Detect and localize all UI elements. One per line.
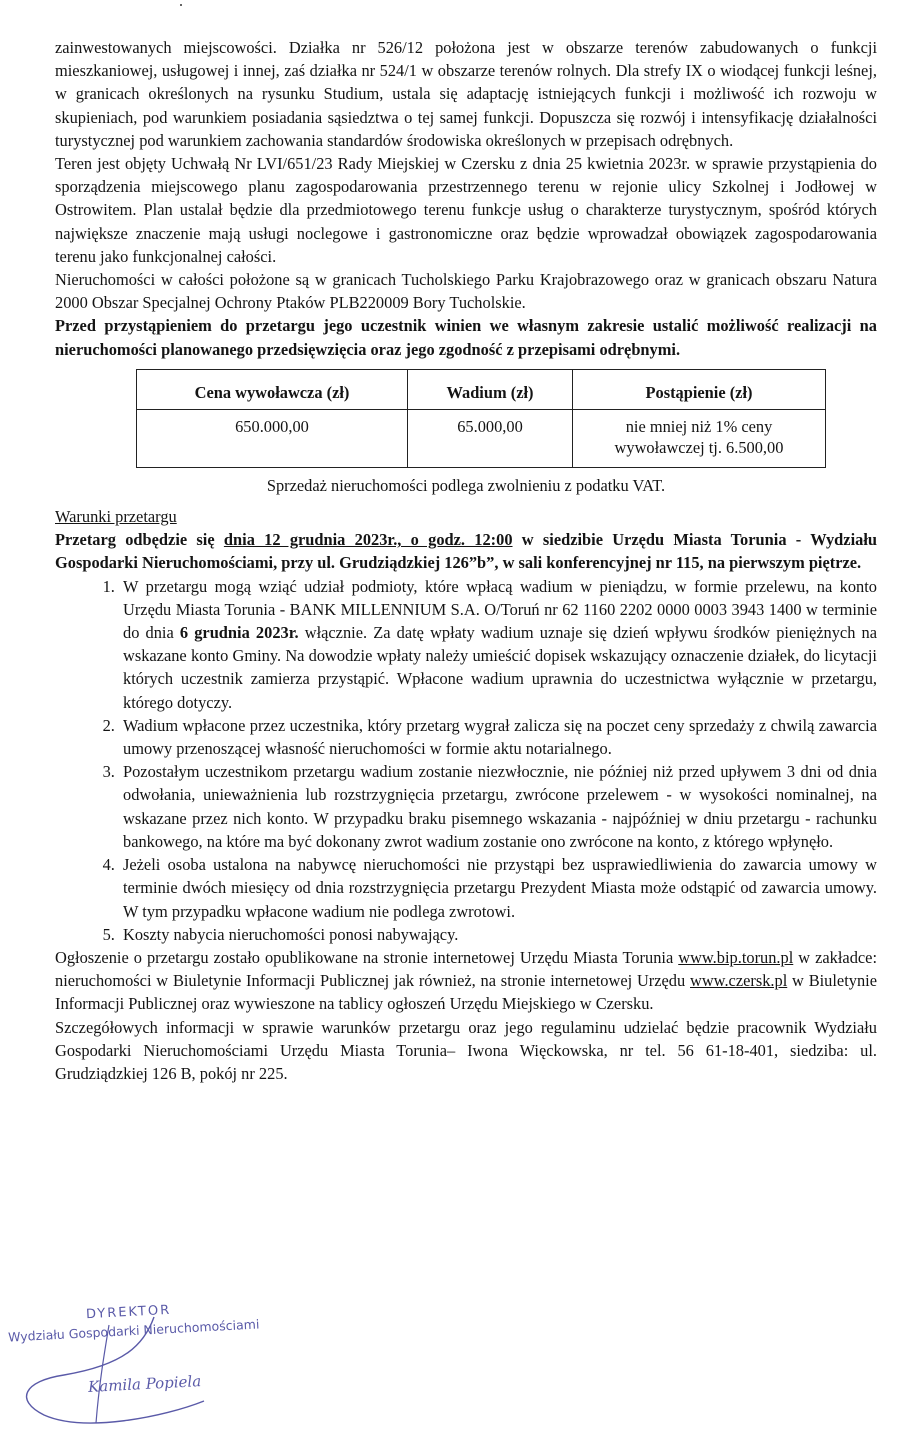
list-item — [119, 575, 877, 714]
announcement-text-c: w Biuletynie Informacji Publicznej oraz wywieszone na tablicy ogłoszeń Urzędu Miejskiego w Czersku. — [55, 971, 877, 1014]
conditions-list — [55, 575, 877, 946]
paragraph-resolution: Teren jest objęty Uchwałą Nr LVI/651/23 Rady Miejskiej w Czersku z dnia 25 kwietnia 2023r. w sprawie przystąpienia do sporządzenia miejscowego planu zagospodarowania przestrzennego terenu w rejonie ulicy Szkolnej i Jodłowej w Ostrowitem. Plan ustalał będzie dla przedmiotowego terenu funkcje usług o charakterze turystycznym, spośród których największe znaczenie mają usługi noclegowe i gastronomiczne oraz będzie wprowadzał obowiązek zagospodarowania terenu jako funkcjonalnej całości. — [55, 154, 877, 266]
deposit-deadline: 6 grudnia 2023r. — [179, 623, 299, 643]
conditions-intro — [55, 528, 877, 574]
auction-date: dnia 12 grudnia 2023r., o godz. 12:00 — [223, 530, 513, 550]
announcement-text-a: Ogłoszenie o przetargu zostało opublikowane na stronie internetowej Urzędu Miasta Torunia — [55, 947, 679, 967]
paragraph-bidder-notice: Przed przystąpieniem do przetargu jego uczestnik winien we własnym zakresie ustalić możliwość realizacji na nieruchomości planowanego przedsięwzięcia oraz jego zgodność z przepisami odrębnymi. — [55, 316, 877, 359]
item1-text-a: W przetargu mogą wziąć udział podmioty, które wpłacą wadium w pieniądzu, w formie przelewu, na konto Urzędu Miasta Torunia - BANK MILLENNIUM S.A. O/Toruń nr 62 1160 2202 0000 0003 3943 1400 w terminie do dnia — [123, 576, 877, 643]
link-czersk[interactable]: www.czersk.pl — [690, 971, 788, 991]
table-row — [137, 409, 826, 467]
stamp-title: DYREKTOR — [85, 1302, 172, 1323]
header-deposit: Wadium (zł) — [408, 369, 573, 409]
speck — [180, 4, 182, 6]
list-item: 2. Wadium wpłacone przez uczestnika, który przetarg wygrał zalicza się na poczet ceny sprzedaży z chwilą zawarcia umowy przenoszącej własność nieruchomości w formie aktu notarialnego. — [119, 714, 877, 760]
header-increment: Postąpienie (zł) — [573, 369, 826, 409]
announcement-text-b: w zakładce: nieruchomości w Biuletynie Informacji Publicznej jak również, na stronie internetowej Urzędu — [55, 947, 878, 991]
list-item: 4. Jeżeli osoba ustalona na nabywcę nieruchomości nie przystąpi bez usprawiedliwienia do zawarcia umowy w terminie dwóch miesięcy od dnia rozstrzygnięcia przetargu Prezydent Miasta może odstąpić od zawarcia umowy. W tym przypadku wpłacone wadium nie podlega zwrotowi. — [119, 853, 877, 923]
paragraph-protected-area: Nieruchomości w całości położone są w granicach Tucholskiego Parku Krajobrazowego oraz w granicach obszaru Natura 2000 Obszar Specjalnej Ochrony Ptaków PLB220009 Bory Tucholskie. — [55, 270, 877, 313]
document-page — [55, 36, 877, 1085]
price-table-header — [137, 369, 826, 409]
intro-text-b: w siedzibie Urzędu Miasta Torunia - Wydziału Gospodarki Nieruchomościami, przy ul. Grudziądzkiej 126”b”, w sali konferencyjnej nr 115, na pierwszym piętrze. — [55, 530, 877, 573]
stamp-department: Wydziału Gospodarki Nieruchomościami — [7, 1316, 260, 1345]
list-item: 3. Pozostałym uczestnikom przetargu wadium zostanie niezwłocznie, nie później niż przed upływem 3 dni od dnia odwołania, unieważnienia lub rozstrzygnięcia przetargu, zwrócone przelewem - w wysokości nominalnej, na wskazane przez nich konto. W przypadku braku pisemnego wskazania - najpóźniej w dniu przetargu - rachunku bankowego, na które ma być dokonany zwrot wadium zostanie ono zwrócone na konto, z którego wpłynęło. — [119, 760, 877, 853]
conditions-heading: Warunki przetargu — [55, 507, 177, 527]
cell-increment: nie mniej niż 1% ceny wywoławczej tj. 6.500,00 — [573, 409, 826, 467]
header-starting-price: Cena wywoławcza (zł) — [137, 369, 408, 409]
cell-deposit: 65.000,00 — [408, 409, 573, 467]
announcement-paragraph — [55, 946, 877, 1016]
intro-text-a: Przetarg odbędzie się — [55, 530, 224, 550]
vat-note: Sprzedaż nieruchomości podlega zwolnieniu z podatku VAT. — [266, 475, 666, 495]
item1-text-b: włącznie. Za datę wpłaty wadium uznaje się dzień wpływu środków pieniężnych na wskazane konto Gminy. Na dowodzie wpłaty należy umieścić dopisek wskazujący oznaczenie działek, do licytacji których uczestnik zamierza przystąpić. Wpłacone wadium uprawnia do uczestnictwa wyłącznie w przetargu, którego dotyczy. — [123, 623, 878, 712]
price-table — [136, 369, 826, 468]
contact-paragraph: Szczegółowych informacji w sprawie warunków przetargu oraz jego regulaminu udzielać będzie pracownik Wydziału Gospodarki Nieruchomościami Urzędu Miasta Torunia– Iwona Więckowska, nr tel. 56 61-18-401, siedziba: ul. Grudziądzkiej 126 B, pokój nr 225. — [55, 1017, 877, 1083]
cell-starting-price: 650.000,00 — [137, 409, 408, 467]
link-bip-torun[interactable]: www.bip.torun.pl — [678, 947, 794, 967]
list-item: 5. Koszty nabycia nieruchomości ponosi nabywający. — [119, 923, 877, 946]
stamp-signature: Kamila Popiela — [87, 1372, 202, 1396]
director-stamp — [4, 1302, 274, 1435]
paragraph-study-zones: zainwestowanych miejscowości. Działka nr 526/12 położona jest w obszarze terenów zabudowanych o funkcji mieszkaniowej, usługowej i innej, zaś działka nr 524/1 w obszarze terenów rolnych. Dla strefy IX o wiodącej funkcji leśnej, w granicach określonych na rysunku Studium, ustala się adaptację istniejących funkcji i możliwość ich rozwoju w skupieniach, pod warunkiem posiadania sąsiedztwa o tej samej funkcji. Dopuszcza się rozwój i intensyfikację działalności turystycznej pod warunkiem zachowania standardów środowiska określonych w przepisach odrębnych. — [55, 38, 877, 150]
